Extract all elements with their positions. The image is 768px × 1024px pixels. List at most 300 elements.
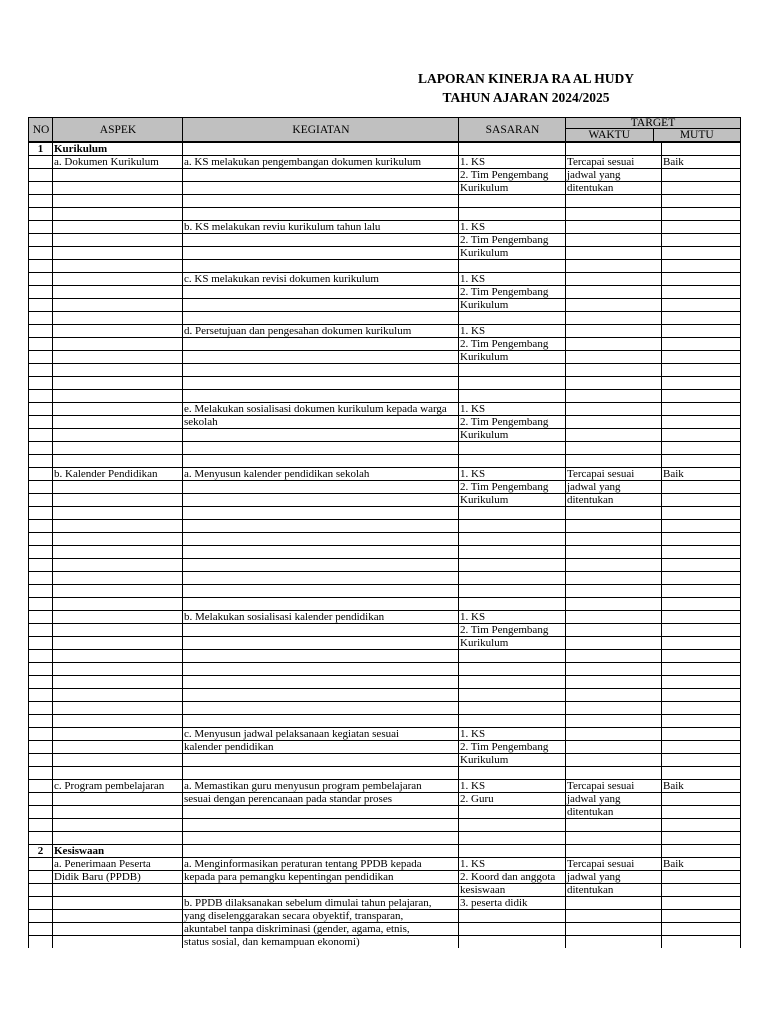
cell-no [29,767,53,780]
cell-sasaran [459,650,566,663]
cell-sasaran [459,312,566,325]
table-row [29,702,741,715]
cell-mutu [662,247,741,260]
cell-waktu [566,520,662,533]
table-row [29,858,741,871]
table-row [29,312,741,325]
cell-no [29,221,53,234]
cell-sasaran: 3. peserta didik [459,897,566,910]
cell-aspek [53,637,183,650]
table-row [29,767,741,780]
cell-no [29,520,53,533]
cell-waktu [566,585,662,598]
cell-aspek [53,767,183,780]
cell-kegiatan [183,806,459,819]
table-row [29,923,741,936]
cell-aspek [53,884,183,897]
cell-waktu [566,364,662,377]
cell-no [29,650,53,663]
cell-kegiatan: d. Persetujuan dan pengesahan dokumen kurikulum [183,325,459,338]
table-row [29,715,741,728]
cell-aspek: Kesiswaan [53,845,183,858]
table-row [29,728,741,741]
cell-no [29,325,53,338]
cell-aspek [53,286,183,299]
cell-mutu [662,871,741,884]
table-row [29,546,741,559]
cell-waktu [566,741,662,754]
cell-sasaran [459,442,566,455]
cell-no [29,377,53,390]
cell-mutu [662,533,741,546]
cell-kegiatan [183,572,459,585]
cell-aspek [53,585,183,598]
cell-waktu: Tercapai sesuai [566,156,662,169]
cell-mutu [662,559,741,572]
cell-no [29,156,53,169]
cell-no [29,910,53,923]
cell-no [29,871,53,884]
cell-no [29,793,53,806]
cell-mutu [662,299,741,312]
cell-aspek [53,936,183,949]
cell-no [29,481,53,494]
cell-kegiatan [183,754,459,767]
cell-aspek [53,819,183,832]
cell-mutu [662,390,741,403]
table-row [29,273,741,286]
cell-sasaran: kesiswaan [459,884,566,897]
table-row [29,481,741,494]
cell-sasaran: 1. KS [459,468,566,481]
cell-waktu [566,142,662,156]
cell-waktu [566,754,662,767]
cell-aspek [53,741,183,754]
cell-kegiatan [183,182,459,195]
cell-kegiatan [183,364,459,377]
cell-mutu [662,455,741,468]
cell-kegiatan: c. KS melakukan revisi dokumen kurikulum [183,273,459,286]
cell-no [29,832,53,845]
cell-kegiatan [183,845,459,858]
cell-sasaran [459,260,566,273]
cell-mutu [662,767,741,780]
table-row [29,754,741,767]
table-row [29,182,741,195]
cell-waktu [566,598,662,611]
table-row [29,507,741,520]
cell-kegiatan [183,637,459,650]
cell-sasaran: 2. Tim Pengembang [459,234,566,247]
cell-mutu [662,169,741,182]
cell-mutu [662,676,741,689]
cell-no [29,923,53,936]
cell-kegiatan [183,169,459,182]
table-row [29,650,741,663]
cell-mutu [662,585,741,598]
cell-waktu: ditentukan [566,182,662,195]
cell-sasaran [459,702,566,715]
cell-mutu [662,689,741,702]
cell-aspek [53,247,183,260]
cell-kegiatan [183,299,459,312]
cell-aspek [53,572,183,585]
cell-kegiatan [183,689,459,702]
cell-aspek [53,507,183,520]
cell-sasaran [459,195,566,208]
cell-aspek [53,221,183,234]
cell-sasaran [459,910,566,923]
table-row [29,364,741,377]
cell-waktu: ditentukan [566,884,662,897]
cell-no [29,754,53,767]
cell-sasaran [459,208,566,221]
cell-no [29,819,53,832]
cell-kegiatan [183,819,459,832]
cell-mutu [662,416,741,429]
cell-no [29,559,53,572]
cell-aspek [53,377,183,390]
cell-no [29,364,53,377]
cell-kegiatan: sesuai dengan perencanaan pada standar proses [183,793,459,806]
cell-waktu [566,455,662,468]
cell-no [29,715,53,728]
cell-kegiatan [183,195,459,208]
table-row [29,338,741,351]
cell-aspek: a. Penerimaan Peserta [53,858,183,871]
cell-kegiatan [183,507,459,520]
cell-sasaran: 2. Tim Pengembang [459,741,566,754]
cell-no [29,338,53,351]
cell-sasaran [459,832,566,845]
table-row [29,195,741,208]
cell-sasaran: Kurikulum [459,182,566,195]
header-mutu: MUTU [653,129,741,141]
table-row [29,624,741,637]
cell-mutu [662,910,741,923]
cell-sasaran [459,572,566,585]
cell-kegiatan: b. Melakukan sosialisasi kalender pendidikan [183,611,459,624]
table-row [29,169,741,182]
cell-sasaran: 1. KS [459,325,566,338]
cell-mutu [662,728,741,741]
cell-mutu [662,546,741,559]
cell-mutu [662,754,741,767]
header-sasaran: SASARAN [459,118,566,143]
report-title: LAPORAN KINERJA RA AL HUDY [417,71,635,86]
cell-mutu [662,897,741,910]
cell-no [29,533,53,546]
table-row [29,845,741,858]
cell-waktu [566,832,662,845]
cell-mutu [662,936,741,949]
cell-mutu [662,806,741,819]
table-row [29,533,741,546]
cell-sasaran: 1. KS [459,611,566,624]
cell-no [29,468,53,481]
cell-sasaran [459,663,566,676]
cell-mutu [662,351,741,364]
table-row [29,468,741,481]
cell-kegiatan: b. KS melakukan reviu kurikulum tahun lalu [183,221,459,234]
cell-kegiatan [183,455,459,468]
cell-kegiatan [183,286,459,299]
cell-waktu [566,234,662,247]
cell-waktu [566,624,662,637]
table-row [29,260,741,273]
cell-no [29,429,53,442]
cell-no [29,273,53,286]
cell-waktu [566,897,662,910]
cell-waktu: ditentukan [566,806,662,819]
cell-aspek: b. Kalender Pendidikan [53,468,183,481]
cell-waktu [566,546,662,559]
cell-kegiatan [183,676,459,689]
cell-waktu [566,572,662,585]
cell-waktu [566,676,662,689]
cell-aspek [53,533,183,546]
cell-sasaran: 2. Tim Pengembang [459,624,566,637]
cell-sasaran: 1. KS [459,858,566,871]
cell-no [29,572,53,585]
cell-kegiatan [183,520,459,533]
cell-no [29,624,53,637]
cell-no [29,702,53,715]
cell-mutu [662,481,741,494]
cell-kegiatan: b. PPDB dilaksanakan sebelum dimulai tahun pelajaran, [183,897,459,910]
cell-aspek [53,546,183,559]
table-row [29,598,741,611]
cell-aspek [53,559,183,572]
cell-waktu [566,221,662,234]
cell-no [29,494,53,507]
cell-aspek [53,611,183,624]
cell-mutu [662,403,741,416]
cell-aspek [53,312,183,325]
cell-waktu [566,338,662,351]
cell-waktu [566,260,662,273]
cell-mutu [662,338,741,351]
cell-no [29,247,53,260]
cell-sasaran [459,936,566,949]
cell-no [29,169,53,182]
cell-sasaran: Kurikulum [459,637,566,650]
cell-sasaran: Kurikulum [459,351,566,364]
cell-waktu: jadwal yang [566,481,662,494]
cell-sasaran: Kurikulum [459,299,566,312]
cell-mutu [662,845,741,858]
table-row [29,832,741,845]
cell-waktu [566,715,662,728]
header-target [566,118,741,143]
cell-aspek [53,520,183,533]
table-row [29,390,741,403]
cell-mutu: Baik [662,468,741,481]
cell-mutu [662,923,741,936]
cell-sasaran [459,676,566,689]
cell-mutu [662,286,741,299]
cell-mutu [662,142,741,156]
cell-mutu [662,312,741,325]
cell-waktu: ditentukan [566,494,662,507]
cell-mutu [662,663,741,676]
cell-aspek [53,325,183,338]
cell-mutu [662,702,741,715]
cell-mutu [662,429,741,442]
cell-aspek [53,923,183,936]
cell-waktu [566,559,662,572]
cell-aspek [53,390,183,403]
cell-mutu [662,494,741,507]
cell-aspek: c. Program pembelajaran [53,780,183,793]
cell-aspek [53,260,183,273]
cell-sasaran [459,767,566,780]
cell-sasaran [459,142,566,156]
cell-waktu [566,208,662,221]
cell-no [29,858,53,871]
cell-mutu [662,715,741,728]
cell-no [29,741,53,754]
cell-mutu [662,507,741,520]
cell-mutu: Baik [662,780,741,793]
cell-waktu [566,923,662,936]
cell-no [29,689,53,702]
cell-waktu [566,611,662,624]
header-waktu: WAKTU [588,129,631,141]
cell-kegiatan [183,377,459,390]
cell-sasaran: 2. Tim Pengembang [459,481,566,494]
table-row [29,585,741,598]
cell-no [29,455,53,468]
cell-kegiatan [183,481,459,494]
cell-no [29,351,53,364]
cell-aspek [53,715,183,728]
cell-sasaran: 1. KS [459,780,566,793]
cell-mutu [662,234,741,247]
cell-sasaran: 2. Guru [459,793,566,806]
cell-aspek [53,182,183,195]
table-row [29,663,741,676]
cell-aspek [53,754,183,767]
table-row [29,806,741,819]
cell-aspek [53,598,183,611]
table-row [29,871,741,884]
cell-waktu [566,377,662,390]
cell-sasaran [459,806,566,819]
cell-kegiatan [183,884,459,897]
cell-sasaran [459,559,566,572]
cell-mutu [662,884,741,897]
cell-sasaran: 2. Koord dan anggota [459,871,566,884]
cell-aspek [53,494,183,507]
cell-kegiatan [183,247,459,260]
cell-sasaran [459,546,566,559]
cell-no [29,897,53,910]
cell-waktu [566,195,662,208]
table-row [29,221,741,234]
cell-no [29,546,53,559]
cell-sasaran: 1. KS [459,156,566,169]
cell-sasaran [459,585,566,598]
table-row [29,676,741,689]
table-row [29,520,741,533]
cell-waktu [566,325,662,338]
cell-mutu: Baik [662,858,741,871]
cell-aspek [53,702,183,715]
cell-mutu [662,442,741,455]
cell-waktu [566,286,662,299]
cell-aspek [53,273,183,286]
cell-mutu [662,325,741,338]
table-row [29,403,741,416]
header-kegiatan: KEGIATAN [183,118,459,143]
cell-waktu: jadwal yang [566,169,662,182]
cell-kegiatan: a. Menginformasikan peraturan tentang PPDB kepada [183,858,459,871]
table-row [29,208,741,221]
cell-kegiatan [183,442,459,455]
cell-sasaran [459,533,566,546]
cell-no [29,507,53,520]
cell-sasaran [459,364,566,377]
table-row [29,884,741,897]
cell-waktu [566,663,662,676]
cell-mutu [662,637,741,650]
cell-kegiatan: a. Memastikan guru menyusun program pembelajaran [183,780,459,793]
cell-kegiatan [183,715,459,728]
cell-aspek [53,429,183,442]
table-row [29,689,741,702]
cell-waktu [566,390,662,403]
cell-mutu [662,221,741,234]
cell-aspek: Kurikulum [53,142,183,156]
cell-kegiatan: akuntabel tanpa diskriminasi (gender, agama, etnis, [183,923,459,936]
cell-aspek [53,832,183,845]
cell-aspek [53,442,183,455]
cell-sasaran: 2. Tim Pengembang [459,416,566,429]
cell-waktu: Tercapai sesuai [566,780,662,793]
cell-mutu [662,208,741,221]
cell-waktu [566,728,662,741]
cell-kegiatan [183,494,459,507]
cell-no [29,884,53,897]
cell-mutu [662,624,741,637]
cell-waktu [566,416,662,429]
cell-kegiatan: kalender pendidikan [183,741,459,754]
cell-sasaran [459,455,566,468]
cell-kegiatan [183,650,459,663]
cell-no [29,598,53,611]
cell-sasaran: 1. KS [459,728,566,741]
table-row [29,377,741,390]
cell-waktu [566,351,662,364]
cell-aspek [53,455,183,468]
cell-no [29,195,53,208]
cell-kegiatan: sekolah [183,416,459,429]
table-row [29,637,741,650]
cell-no [29,208,53,221]
cell-kegiatan [183,832,459,845]
cell-kegiatan: c. Menyusun jadwal pelaksanaan kegiatan sesuai [183,728,459,741]
table-row [29,286,741,299]
cell-mutu [662,793,741,806]
cell-aspek: Didik Baru (PPDB) [53,871,183,884]
cell-waktu [566,273,662,286]
cell-mutu [662,598,741,611]
table-row [29,936,741,949]
cell-no [29,286,53,299]
cell-waktu [566,767,662,780]
table-row [29,156,741,169]
